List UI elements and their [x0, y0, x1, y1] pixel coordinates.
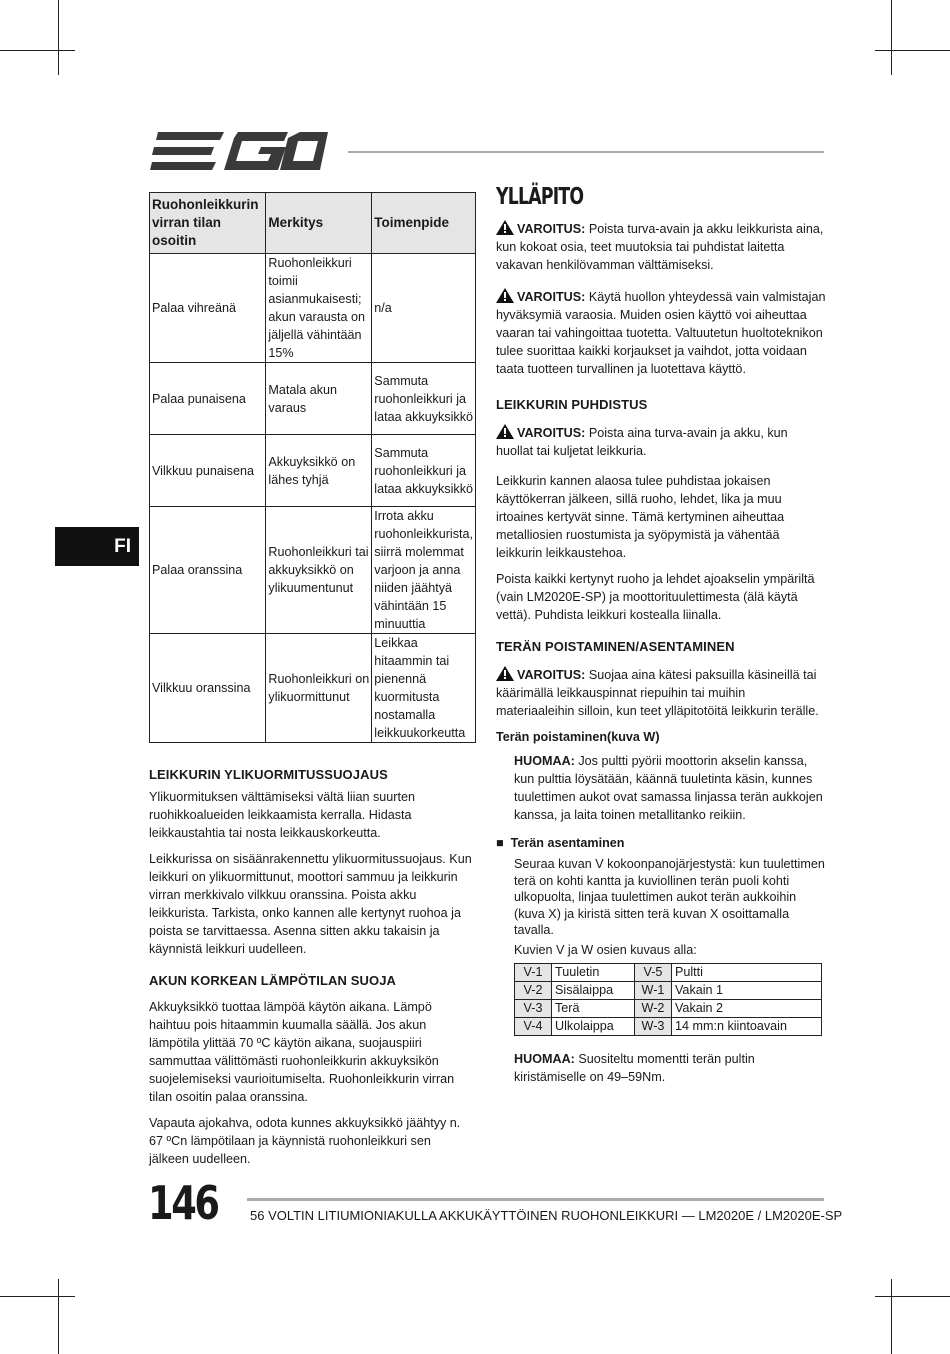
warning-text: Poista aina turva-avain ja akku, kun huollat tai kuljetat leikkuria.: [496, 426, 788, 458]
table-row: [150, 435, 476, 507]
part-name: Tuuletin: [552, 963, 635, 981]
table-cell: Irrota akku ruohonleikkurista, siirrä molemmat varjoon ja anna niiden jäähtyä vähintään 15 minuuttia: [372, 507, 476, 634]
warning-icon: [496, 424, 514, 439]
note-label: HUOMAA:: [514, 754, 575, 768]
header-rule: [348, 151, 824, 153]
table-header: Ruohonleikkurin virran tilan osoitin: [150, 193, 266, 254]
warning-label: VAROITUS:: [517, 290, 586, 304]
heat-heading: AKUN KORKEAN LÄMPÖTILAN SUOJA: [149, 973, 397, 988]
note: [514, 1050, 826, 1086]
note-label: HUOMAA:: [514, 1051, 575, 1066]
part-name: Vakain 2: [671, 999, 821, 1017]
note-text: Jos pultti pyörii moottorin akselin kanssa, kun pulttia löysätään, käännä tuuletinta käsin, kunnes tuulettimen aukot ovat samassa linjassa terän aukkojen kanssa, ja laita toinen metallitanko reikiin.: [514, 754, 823, 822]
section-title: YLLÄPITO: [496, 184, 584, 210]
table-header: Toimenpide: [372, 193, 476, 254]
table-header: Merkitys: [266, 193, 372, 254]
part-name: Terä: [552, 999, 635, 1017]
table-row: [150, 507, 476, 634]
paragraph: Vapauta ajokahva, odota kunnes akkuyksikkö jäähtyy n. 67 ºCn lämpötilaan ja käynnistä ruohonleikkuri sen jälkeen uudelleen.: [149, 1116, 461, 1166]
part-name: 14 mm:n kiintoavain: [671, 1017, 821, 1035]
ego-logo: [150, 128, 330, 174]
table-row: [515, 981, 822, 999]
footer-rule: [247, 1198, 824, 1201]
overload-heading: LEIKKURIN YLIKUORMITUSSUOJAUS: [149, 767, 388, 782]
bullet-item: ■ Terän asentaminen: [496, 836, 625, 850]
warning-label: VAROITUS:: [517, 426, 586, 440]
part-name: Ulkolaippa: [552, 1017, 635, 1035]
table-cell: Sammuta ruohonleikkuri ja lataa akkuyksikkö: [372, 435, 476, 507]
blade-install-heading: Terän asentaminen: [510, 836, 625, 850]
crop-mark: [891, 1279, 892, 1354]
warning-icon: [496, 288, 514, 303]
parts-intro: Kuvien V ja W osien kuvaus alla:: [514, 942, 697, 957]
table-row: [150, 634, 476, 743]
table-cell: Matala akun varaus: [266, 363, 372, 435]
paragraph: Seuraa kuvan V kokoonpanojärjestystä: kun tuulettimen terä on kohti kantta ja kuviollinen terän puoli kohti ulkopuolta, linjaa tuulettimen aukot terän aukkoihin (kuva X) ja kiristä sitten terä kuvan X osoittamalla tavalla.: [514, 857, 825, 937]
table-cell: Palaa oranssina: [150, 507, 266, 634]
table-cell: Akkuyksikkö on lähes tyhjä: [266, 435, 372, 507]
table-header-row: [150, 193, 476, 254]
warning: [496, 220, 826, 274]
parts-table: [514, 963, 822, 1036]
table-cell: Palaa vihreänä: [150, 254, 266, 363]
part-code: V-2: [515, 981, 552, 999]
table-row: [150, 254, 476, 363]
warning-label: VAROITUS:: [517, 668, 586, 682]
warning-label: VAROITUS:: [517, 222, 586, 236]
table-cell: n/a: [372, 254, 476, 363]
part-code: W-3: [634, 1017, 671, 1035]
crop-mark: [58, 0, 59, 75]
table-row: [515, 1017, 822, 1035]
crop-mark: [0, 50, 75, 51]
page-number: 146: [148, 1176, 218, 1230]
part-code: W-2: [634, 999, 671, 1017]
right-column: [496, 184, 826, 1094]
table-cell: Ruohonleikkuri tai akkuyksikkö on ylikuumentunut: [266, 507, 372, 634]
warning-text: Poista turva-avain ja akku leikkurista aina, kun kokoat osia, teet muutoksia tai puhdistat laitetta vakavan henkilövamman välttämiseksi.: [496, 222, 824, 272]
part-name: Vakain 1: [671, 981, 821, 999]
blade-removal-heading: Terän poistaminen(kuva W): [496, 730, 660, 744]
part-code: W-1: [634, 981, 671, 999]
table-cell: Sammuta ruohonleikkuri ja lataa akkuyksikkö: [372, 363, 476, 435]
table-row: [150, 363, 476, 435]
table-cell: Ruohonleikkuri toimii asianmukaisesti; akun varausta on jäljellä vähintään 15%: [266, 254, 372, 363]
warning-icon: [496, 220, 514, 235]
crop-mark: [875, 1296, 950, 1297]
crop-mark: [891, 0, 892, 75]
part-name: Sisälaippa: [552, 981, 635, 999]
table-cell: Leikkaa hitaammin tai pienennä kuormitusta nostamalla leikkuukorkeutta: [372, 634, 476, 743]
crop-mark: [875, 50, 950, 51]
table-row: [515, 999, 822, 1017]
part-name: Pultti: [671, 963, 821, 981]
paragraph: Leikkurin kannen alaosa tulee puhdistaa jokaisen käyttökerran jälkeen, sillä ruoho, lehdet, lika ja muu irtoaines kertyvät sinne. Tämä kertyminen aiheuttaa metalliosien ruostumista ja syöpymistä ja vähentää leikkurin leikkaustehoa.: [496, 474, 785, 560]
crop-mark: [0, 1296, 75, 1297]
power-status-table: [149, 192, 476, 743]
warning-text: Suojaa aina kätesi paksuilla käsineillä tai käärimällä leikkauspinnat riepuihin tai muihin materiaaleihin silloin, kun teet ylläpitotöitä leikkurin terälle.: [496, 668, 819, 718]
warning-icon: [496, 666, 514, 681]
warning: [496, 288, 826, 378]
part-code: V-4: [515, 1017, 552, 1035]
table-row: [515, 963, 822, 981]
paragraph: Akkuyksikkö tuottaa lämpöä käytön aikana. Lämpö haihtuu pois hitaammin kuumalla säällä. Jos akun lämpötila ylittää 70 ºC käytön aikana, suojauspiiri sammuttaa välittömästi ruohonleikkurin akkuyksikön suojelemiseksi vaurioitumiselta. Ruohonleikkurin virran tilan osoitin palaa oranssina.: [149, 1000, 455, 1104]
warning-text: Käytä huollon yhteydessä vain valmistajan hyväksymiä varaosia. Muiden osien käyttö voi aiheuttaa vaaran tai vahingoittaa tuotetta. Valtuutetun huoltoteknikon tulee suorittaa kaikki korjaukset ja vaihdot, jotta voidaan taata tuotteen turvallinen ja luotettava käyttö.: [496, 290, 826, 376]
table-cell: Vilkkuu punaisena: [150, 435, 266, 507]
warning: [496, 424, 826, 460]
crop-mark: [58, 1279, 59, 1354]
table-cell: Ruohonleikkuri on ylikuormittunut: [266, 634, 372, 743]
language-tab: FI: [55, 527, 139, 566]
cleaning-heading: LEIKKURIN PUHDISTUS: [496, 397, 648, 412]
warning: [496, 666, 826, 720]
table-cell: Vilkkuu oranssina: [150, 634, 266, 743]
paragraph: Leikkurissa on sisäänrakennettu ylikuormitussuojaus. Kun leikkuri on ylikuormittunut, moottori sammuu ja leikkurin virran merkkivalo vilkkuu oranssina. Poista akku leikkurista. Tarkista, onko kannen alle kertynyt ruohoa ja poista se tarvittaessa. Asenna sitten akku takaisin ja käynnistä leikkuri uudelleen.: [149, 852, 472, 956]
footer-text: 56 VOLTIN LITIUMIONIAKULLA AKKUKÄYTTÖINEN RUOHONLEIKKURI — LM2020E / LM2020E-SP: [250, 1208, 843, 1223]
part-code: V-1: [515, 963, 552, 981]
part-code: V-5: [634, 963, 671, 981]
left-column: [149, 766, 474, 1176]
paragraph: Poista kaikki kertynyt ruoho ja lehdet ajoakselin ympäriltä (vain LM2020E-SP) ja moottorituulettimesta (älä käytä vettä). Puhdista leikkuri kostealla liinalla.: [496, 572, 815, 622]
table-cell: Palaa punaisena: [150, 363, 266, 435]
paragraph: Ylikuormituksen välttämiseksi vältä liian suurten ruohikkoalueiden leikkaamista kerralla. Hidasta leikkaustahtia tai nosta leikkauskorkeutta.: [149, 790, 415, 840]
blade-heading: TERÄN POISTAMINEN/ASENTAMINEN: [496, 639, 735, 654]
part-code: V-3: [515, 999, 552, 1017]
note: [514, 752, 826, 824]
note-text: Suositeltu momentti terän pultin kiristämiselle on 49–59Nm.: [514, 1051, 755, 1084]
